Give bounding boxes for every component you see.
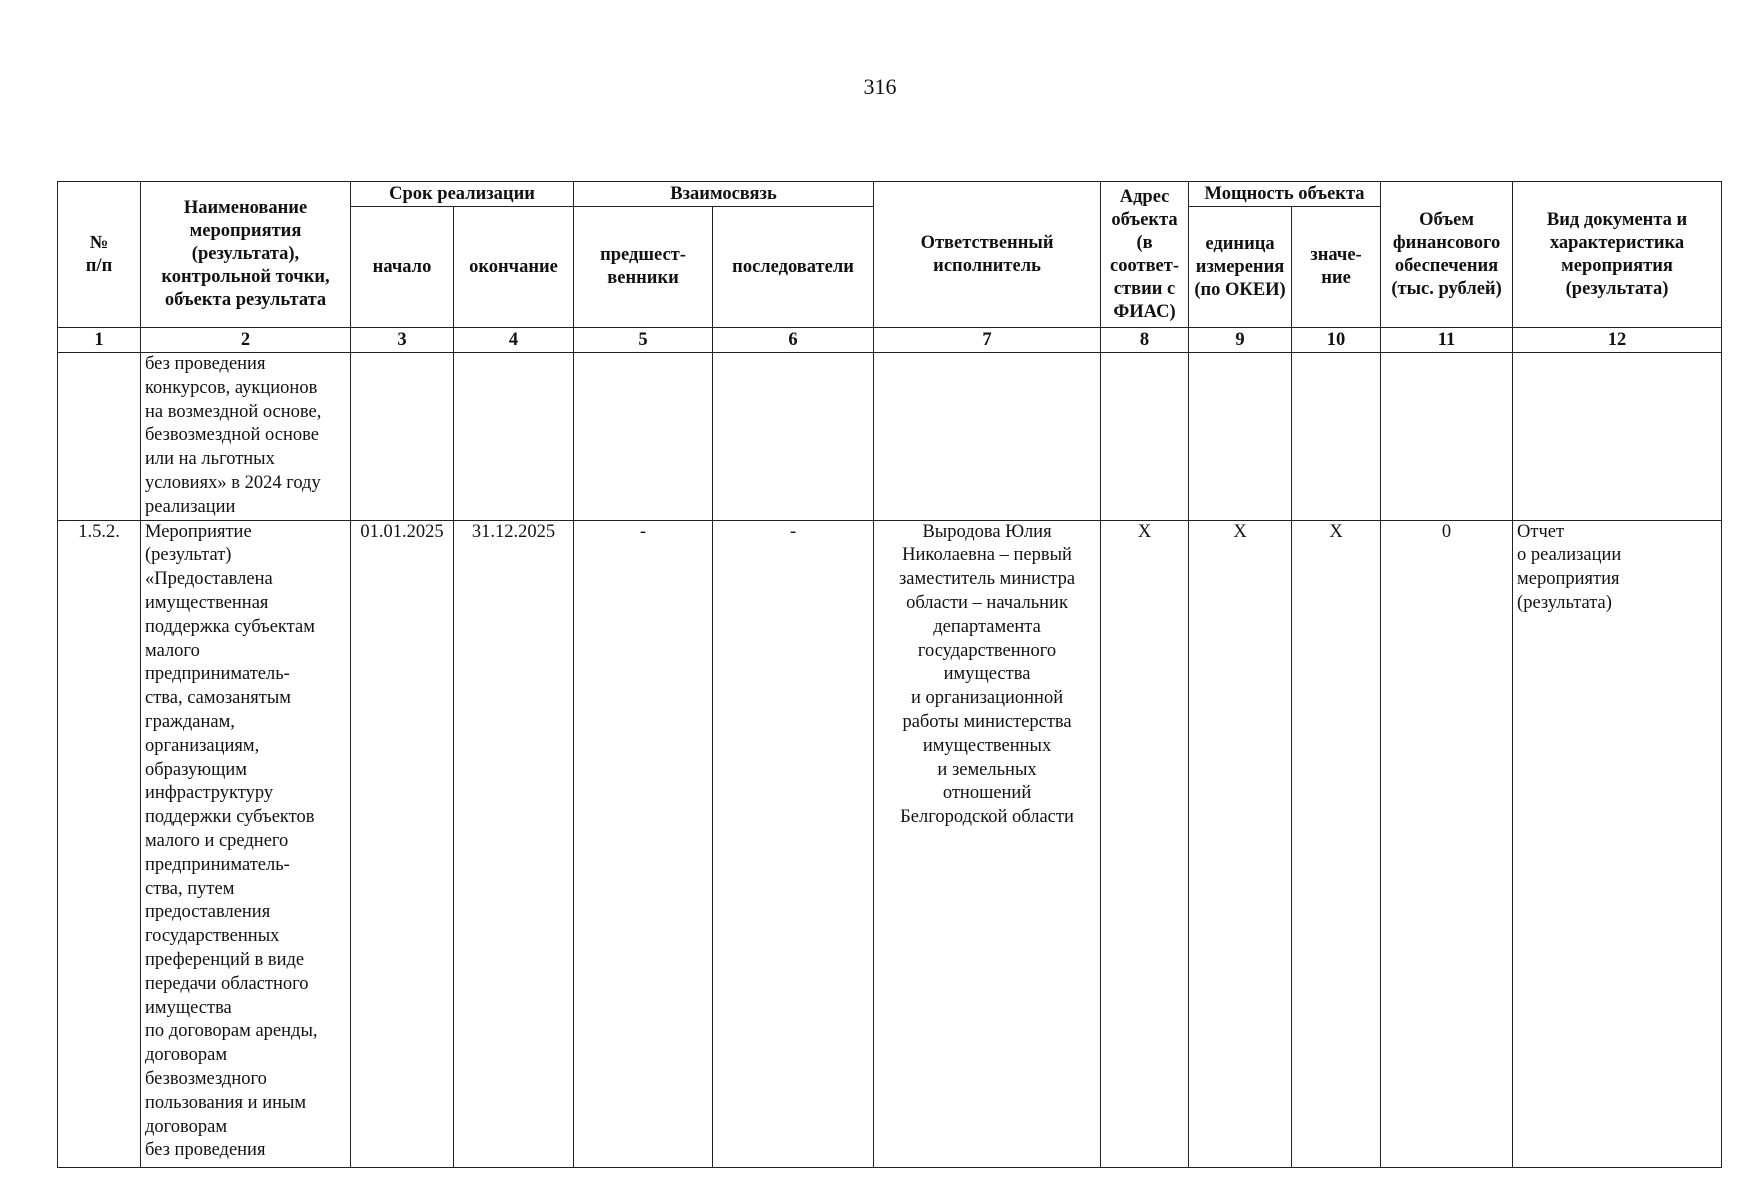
header-successors: последователи bbox=[713, 207, 874, 328]
cell-unit: Х bbox=[1189, 520, 1292, 1167]
column-number: 12 bbox=[1513, 328, 1722, 353]
cell-address bbox=[1101, 353, 1189, 521]
column-number: 7 bbox=[874, 328, 1101, 353]
cell-responsible bbox=[874, 353, 1101, 521]
cell-predecessors bbox=[574, 353, 713, 521]
cell-finance: 0 bbox=[1381, 520, 1513, 1167]
column-number: 6 bbox=[713, 328, 874, 353]
column-number: 11 bbox=[1381, 328, 1513, 353]
cell-value bbox=[1292, 353, 1381, 521]
cell-name: Мероприятие (результат) «Предоставлена имущественная поддержка субъектам малого предприниматель- ства, самозанятым гражданам, организациям, образующим инфраструктуру поддержки субъектов малого и среднего предприниматель- ства, путем предоставления государственных преференций в виде передачи областного имущества по договорам аренды, договорам безвозмездного пользования и иным договорам без проведения bbox=[141, 520, 351, 1167]
header-address: Адрес объекта (в соответ-ствии с ФИАС) bbox=[1101, 182, 1189, 328]
cell-responsible: Выродова Юлия Николаевна – первый заместитель министра области – начальник департамента государственного имущества и организационной работы министерства имущественных и земельных отношений Белгородской области bbox=[874, 520, 1101, 1167]
header-unit: единица измерения (по ОКЕИ) bbox=[1189, 207, 1292, 328]
column-number-row bbox=[58, 328, 1722, 353]
column-number: 10 bbox=[1292, 328, 1381, 353]
cell-finance bbox=[1381, 353, 1513, 521]
cell-start: 01.01.2025 bbox=[351, 520, 454, 1167]
header-capacity-group: Мощность объекта bbox=[1189, 182, 1381, 207]
column-number: 9 bbox=[1189, 328, 1292, 353]
column-number: 4 bbox=[454, 328, 574, 353]
page-number: 316 bbox=[863, 74, 897, 99]
header-end: окончание bbox=[454, 207, 574, 328]
header-name: Наименование мероприятия (результата), контрольной точки, объекта результата bbox=[141, 182, 351, 328]
cell-predecessors: - bbox=[574, 520, 713, 1167]
column-number: 8 bbox=[1101, 328, 1189, 353]
cell-successors: - bbox=[713, 520, 874, 1167]
table-row bbox=[58, 353, 1722, 521]
cell-value: Х bbox=[1292, 520, 1381, 1167]
cell-number bbox=[58, 353, 141, 521]
cell-unit bbox=[1189, 353, 1292, 521]
cell-address: Х bbox=[1101, 520, 1189, 1167]
header-period-group: Срок реализации bbox=[351, 182, 574, 207]
header-link-group: Взаимосвязь bbox=[574, 182, 874, 207]
cell-start bbox=[351, 353, 454, 521]
table-header bbox=[58, 182, 1722, 353]
cell-document: Отчет о реализации мероприятия (результата) bbox=[1513, 520, 1722, 1167]
header-number: № п/п bbox=[58, 182, 141, 328]
cell-end: 31.12.2025 bbox=[454, 520, 574, 1167]
header-predecessors: предшест- венники bbox=[574, 207, 713, 328]
header-value: значе- ние bbox=[1292, 207, 1381, 328]
cell-name: без проведения конкурсов, аукционов на возмездной основе, безвозмездной основе или на льготных условиях» в 2024 году реализации bbox=[141, 353, 351, 521]
cell-document bbox=[1513, 353, 1722, 521]
table-row bbox=[58, 520, 1722, 1167]
header-start: начало bbox=[351, 207, 454, 328]
cell-end bbox=[454, 353, 574, 521]
column-number: 3 bbox=[351, 328, 454, 353]
cell-number: 1.5.2. bbox=[58, 520, 141, 1167]
plan-table bbox=[57, 181, 1722, 1168]
header-document: Вид документа и характеристика мероприятия (результата) bbox=[1513, 182, 1722, 328]
column-number: 2 bbox=[141, 328, 351, 353]
header-responsible: Ответственный исполнитель bbox=[874, 182, 1101, 328]
header-finance: Объем финансового обеспечения (тыс. рублей) bbox=[1381, 182, 1513, 328]
column-number: 1 bbox=[58, 328, 141, 353]
cell-successors bbox=[713, 353, 874, 521]
column-number: 5 bbox=[574, 328, 713, 353]
